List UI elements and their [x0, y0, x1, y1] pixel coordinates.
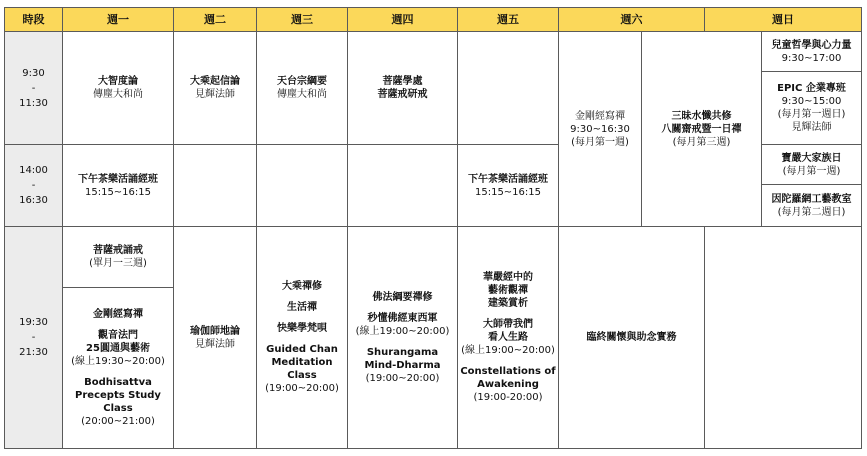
class-tue-morning: 大乘起信論 見輝法師 — [173, 31, 257, 145]
class-sat-evening: 臨終關懷與助念實務 — [558, 226, 705, 449]
class-wed-evening: 大乘禪修 生活禪 快樂學梵唄 Guided Chan Meditation Class (19:00~20:00) — [256, 226, 348, 449]
header-saturday: 週六 — [558, 7, 705, 32]
header-friday: 週五 — [457, 7, 559, 32]
header-tuesday: 週二 — [173, 7, 257, 32]
class-thu-afternoon-empty — [347, 144, 458, 227]
class-mon-evening-top: 菩薩戒誦戒 (單月一三週) — [62, 226, 174, 288]
class-sat-right: 三昧水懺共修 八關齋戒暨一日禪 (每月第三週) — [641, 31, 762, 227]
class-wed-morning: 天台宗綱要 傳塵大和尚 — [256, 31, 348, 145]
class-mon-afternoon: 下午茶樂活誦經班 15:15~16:15 — [62, 144, 174, 227]
class-mon-morning: 大智度論 傳塵大和尚 — [62, 31, 174, 145]
class-sun-children: 兒童哲學與心力量 9:30~17:00 — [761, 31, 862, 72]
time-slot-afternoon: 14:00 - 16:30 — [4, 144, 63, 227]
time-slot-evening: 19:30 - 21:30 — [4, 226, 63, 449]
header-monday: 週一 — [62, 7, 174, 32]
header-sunday: 週日 — [704, 7, 862, 32]
class-fri-afternoon: 下午茶樂活誦經班 15:15~16:15 — [457, 144, 559, 227]
class-sat-left: 金剛經寫禪 9:30~16:30 (每月第一週) — [558, 31, 642, 227]
class-sun-evening-empty — [704, 226, 862, 449]
class-wed-afternoon-empty — [256, 144, 348, 227]
class-fri-morning-empty — [457, 31, 559, 145]
header-thursday: 週四 — [347, 7, 458, 32]
class-thu-morning: 菩薩學處 菩薩戒研戒 — [347, 31, 458, 145]
class-tue-afternoon-empty — [173, 144, 257, 227]
class-sun-epic: EPIC 企業專班 9:30~15:00 (每月第一週日) 見輝法師 — [761, 71, 862, 145]
class-mon-evening-bottom: 金剛經寫禪 觀音法門 25圓通與藝術 (線上19:30~20:00) Bodhisattva Precepts Study Class (20:00~21:00) — [62, 287, 174, 449]
class-sun-craft: 因陀羅網工藝教室 (每月第二週日) — [761, 184, 862, 227]
time-slot-morning: 9:30 - 11:30 — [4, 31, 63, 145]
class-fri-evening: 華嚴經中的 藝術觀禪 建築賞析 大師帶我們 看人生路 (線上19:00~20:00) Constellations of Awakening (19:00-20:00) — [457, 226, 559, 449]
header-time: 時段 — [4, 7, 63, 32]
class-sun-family-day: 寶嚴大家族日 (每月第一週) — [761, 144, 862, 185]
class-thu-evening: 佛法綱要禪修 秒懂佛經東西軍 (線上19:00~20:00) Shurangama Mind-Dharma (19:00~20:00) — [347, 226, 458, 449]
class-tue-evening: 瑜伽師地論 見輝法師 — [173, 226, 257, 449]
header-wednesday: 週三 — [256, 7, 348, 32]
